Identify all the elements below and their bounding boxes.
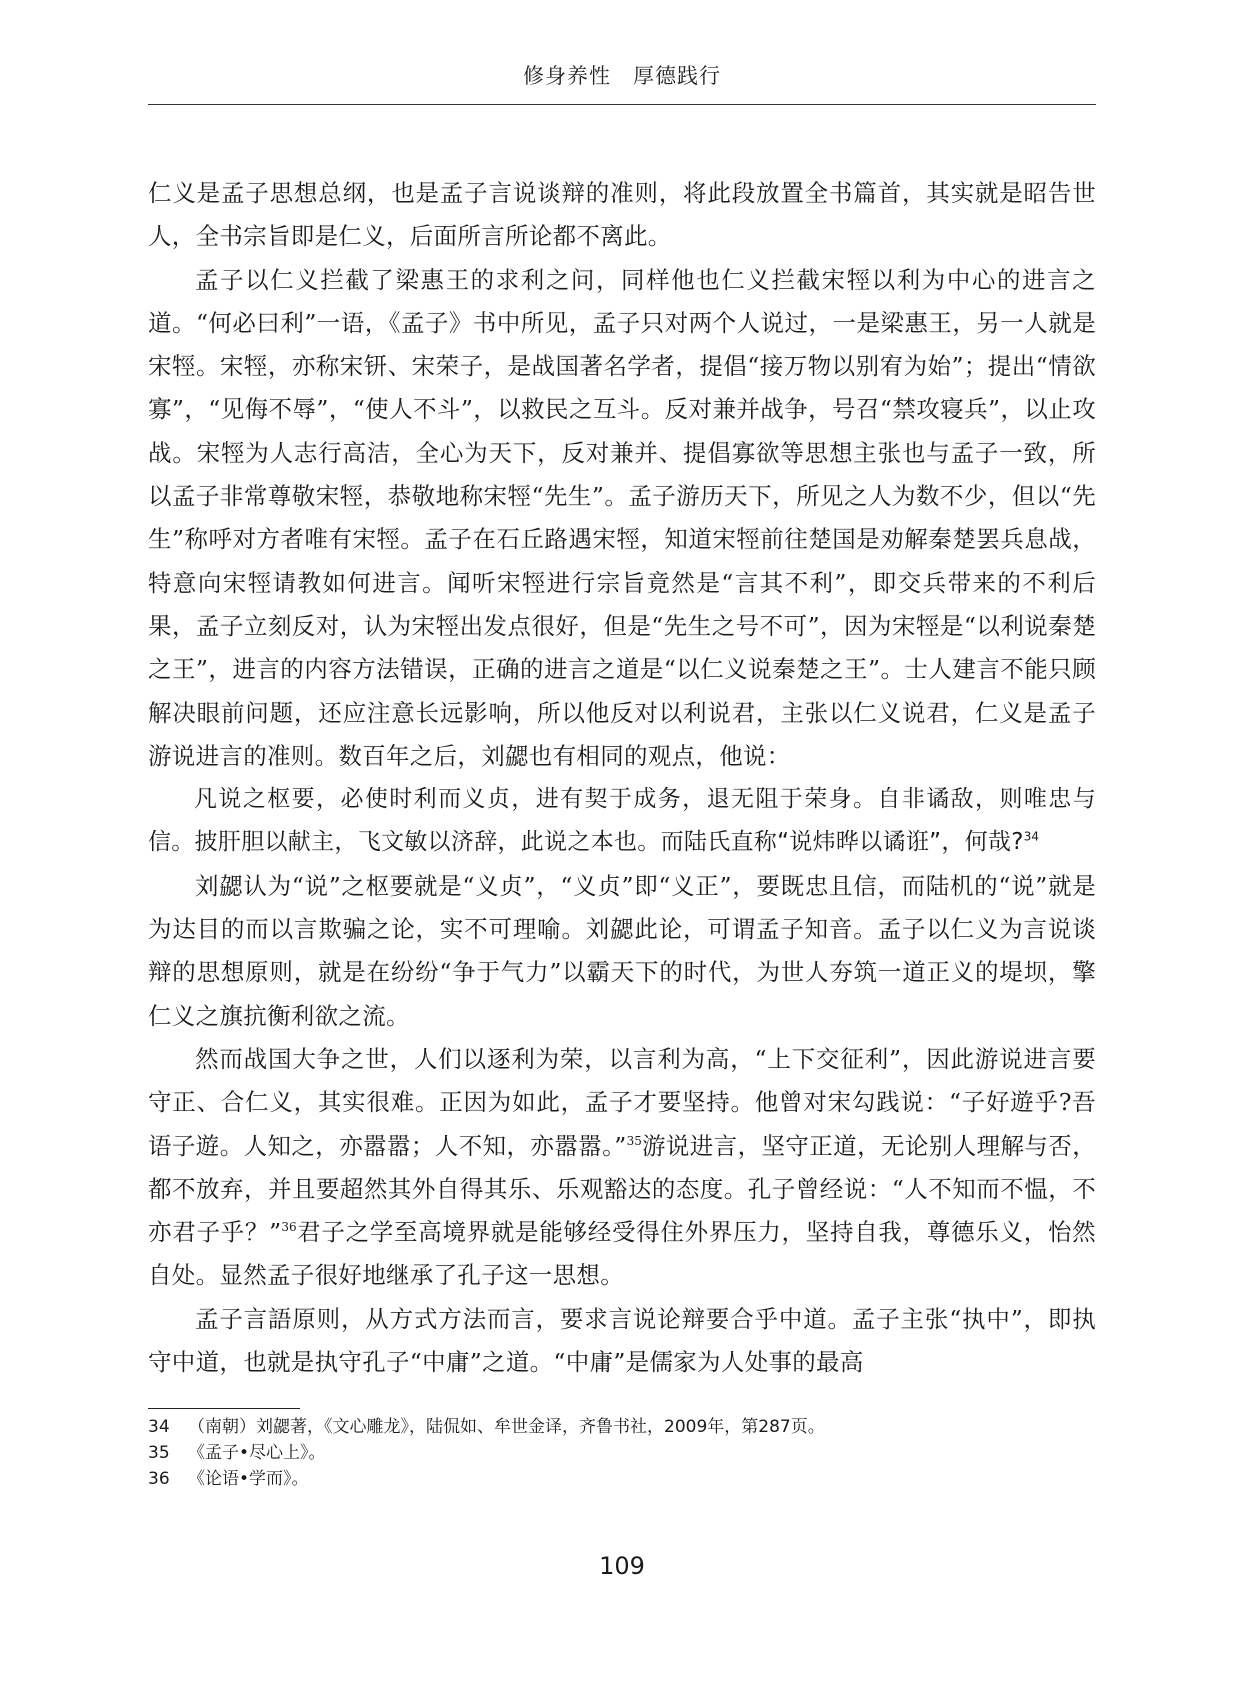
footnote-ref-36[interactable]: 36 (281, 1220, 297, 1235)
block-quote-text: 凡说之枢要，必使时利而义贞，进有契于成务，退无阻于荣身。自非谲敌，则唯忠与信。披肝胆以献主，飞文敏以济辞，此说之本也。而陆氏直称“说炜晔以谲诳”，何哉? (148, 786, 1096, 856)
paragraph-4 (148, 1038, 1096, 1298)
footnote-text: （南朝）刘勰著，《文心雕龙》，陆侃如、牟世金译，齐鲁书社，2009年，第287页。 (188, 1417, 825, 1437)
header-rule (148, 104, 1096, 105)
footnote-text: 《孟子•尽心上》。 (188, 1443, 326, 1463)
footnote-number: 34 (148, 1417, 170, 1437)
footnote-number: 36 (148, 1469, 170, 1489)
running-header: 修身养性 厚德践行 (523, 64, 721, 88)
paragraph-3: 刘勰认为“说”之枢要就是“义贞”，“义贞”即“义正”，要既忠且信，而陆机的“说”就是为达目的而以言欺骗之论，实不可理喻。刘勰此论，可谓孟子知音。孟子以仁义为言说谈辩的思想原则，就是在纷纷“争于气力”以霸天下的时代，为世人夯筑一道正义的堤坝，擎仁义之旗抗衡利欲之流。 (148, 871, 1096, 1030)
paragraph-4-part-a: 然而战国大争之世，人们以逐利为荣，以言利为高，“上下交征利”，因此游说进言要守正、合仁义，其实很难。正因为如此，孟子才要坚持。他曾对宋勾践说：“子好遊乎?吾语子遊。人知之，亦嚣嚣；人不知，亦嚣嚣。” (148, 1044, 1096, 1160)
footnote-35 (148, 1440, 1096, 1466)
paragraph-2: 孟子以仁义拦截了梁惠王的求利之问，同样他也仁义拦截宋牼以利为中心的进言之道。“何必曰利”一语，《孟子》书中所见，孟子只对两个人说过，一是梁惠王，另一人就是宋牼。宋牼，亦称宋钘、宋荣子，是战国著名学者，提倡“接万物以别宥为始”；提出“情欲寡”，“见侮不辱”，“使人不斗”，以救民之互斗。反对兼并战争，号召“禁攻寝兵”，以止攻战。宋牼为人志行高洁，全心为天下，反对兼并、提倡寡欲等思想主张也与孟子一致，所以孟子非常尊敬宋牼，恭敬地称宋牼“先生”。孟子游历天下，所见之人为数不少，但以“先生”称呼对方者唯有宋牼。孟子在石丘路遇宋牼，知道宋牼前往楚国是劝解秦楚罢兵息战，特意向宋牼请教如何进言。闻听宋牼进行宗旨竟然是“言其不利”，即交兵带来的不利后果，孟子立刻反对，认为宋牼出发点很好，但是“先生之号不可”，因为宋牼是“以利说秦楚之王”，进言的内容方法错误，正确的进言之道是“以仁义说秦楚之王”。士人建言不能只顾解决眼前问题，还应注意长远影响，所以他反对以利说君，主张以仁义说君，仁义是孟子游说进言的准则。数百年之后，刘勰也有相同的观点，他说： (148, 265, 1096, 770)
page-number: 109 (599, 1552, 645, 1580)
footnote-36 (148, 1466, 1096, 1492)
footnote-rule (148, 1408, 300, 1409)
footnote-34 (148, 1414, 1096, 1440)
paragraph-5: 孟子言語原则，从方式方法而言，要求言说论辩要合乎中道。孟子主张“执中”，即执守中道，也就是执守孔子“中庸”之道。“中庸”是儒家为人处事的最高 (148, 1304, 1096, 1377)
paragraph-4-part-b: 游说进言，坚守正道，无论别人理解与否，都不放弃，并且要超然其外自得其乐、乐观豁达的态度。孔子曾经说：“人不知而不愠，不亦君子乎？” (148, 1131, 1096, 1247)
book-page (148, 0, 1096, 1695)
footnote-number: 35 (148, 1443, 170, 1463)
footnote-text: 《论语•学而》。 (188, 1469, 309, 1489)
footnotes (148, 1414, 1096, 1492)
footnote-ref-35[interactable]: 35 (626, 1133, 642, 1148)
body-text (148, 172, 1096, 1384)
paragraph-4-part-c: 君子之学至高境界就是能够经受得住外界压力，坚持自我，尊德乐义，怡然自处。显然孟子很好地继承了孔子这一思想。 (148, 1218, 1096, 1290)
paragraph-1: 仁义是孟子思想总纲，也是孟子言说谈辩的准则，将此段放置全书篇首，其实就是昭告世人，全书宗旨即是仁义，后面所言所论都不离此。 (148, 179, 1096, 251)
footnote-ref-34[interactable]: 34 (1023, 829, 1040, 844)
block-quote (148, 778, 1096, 865)
